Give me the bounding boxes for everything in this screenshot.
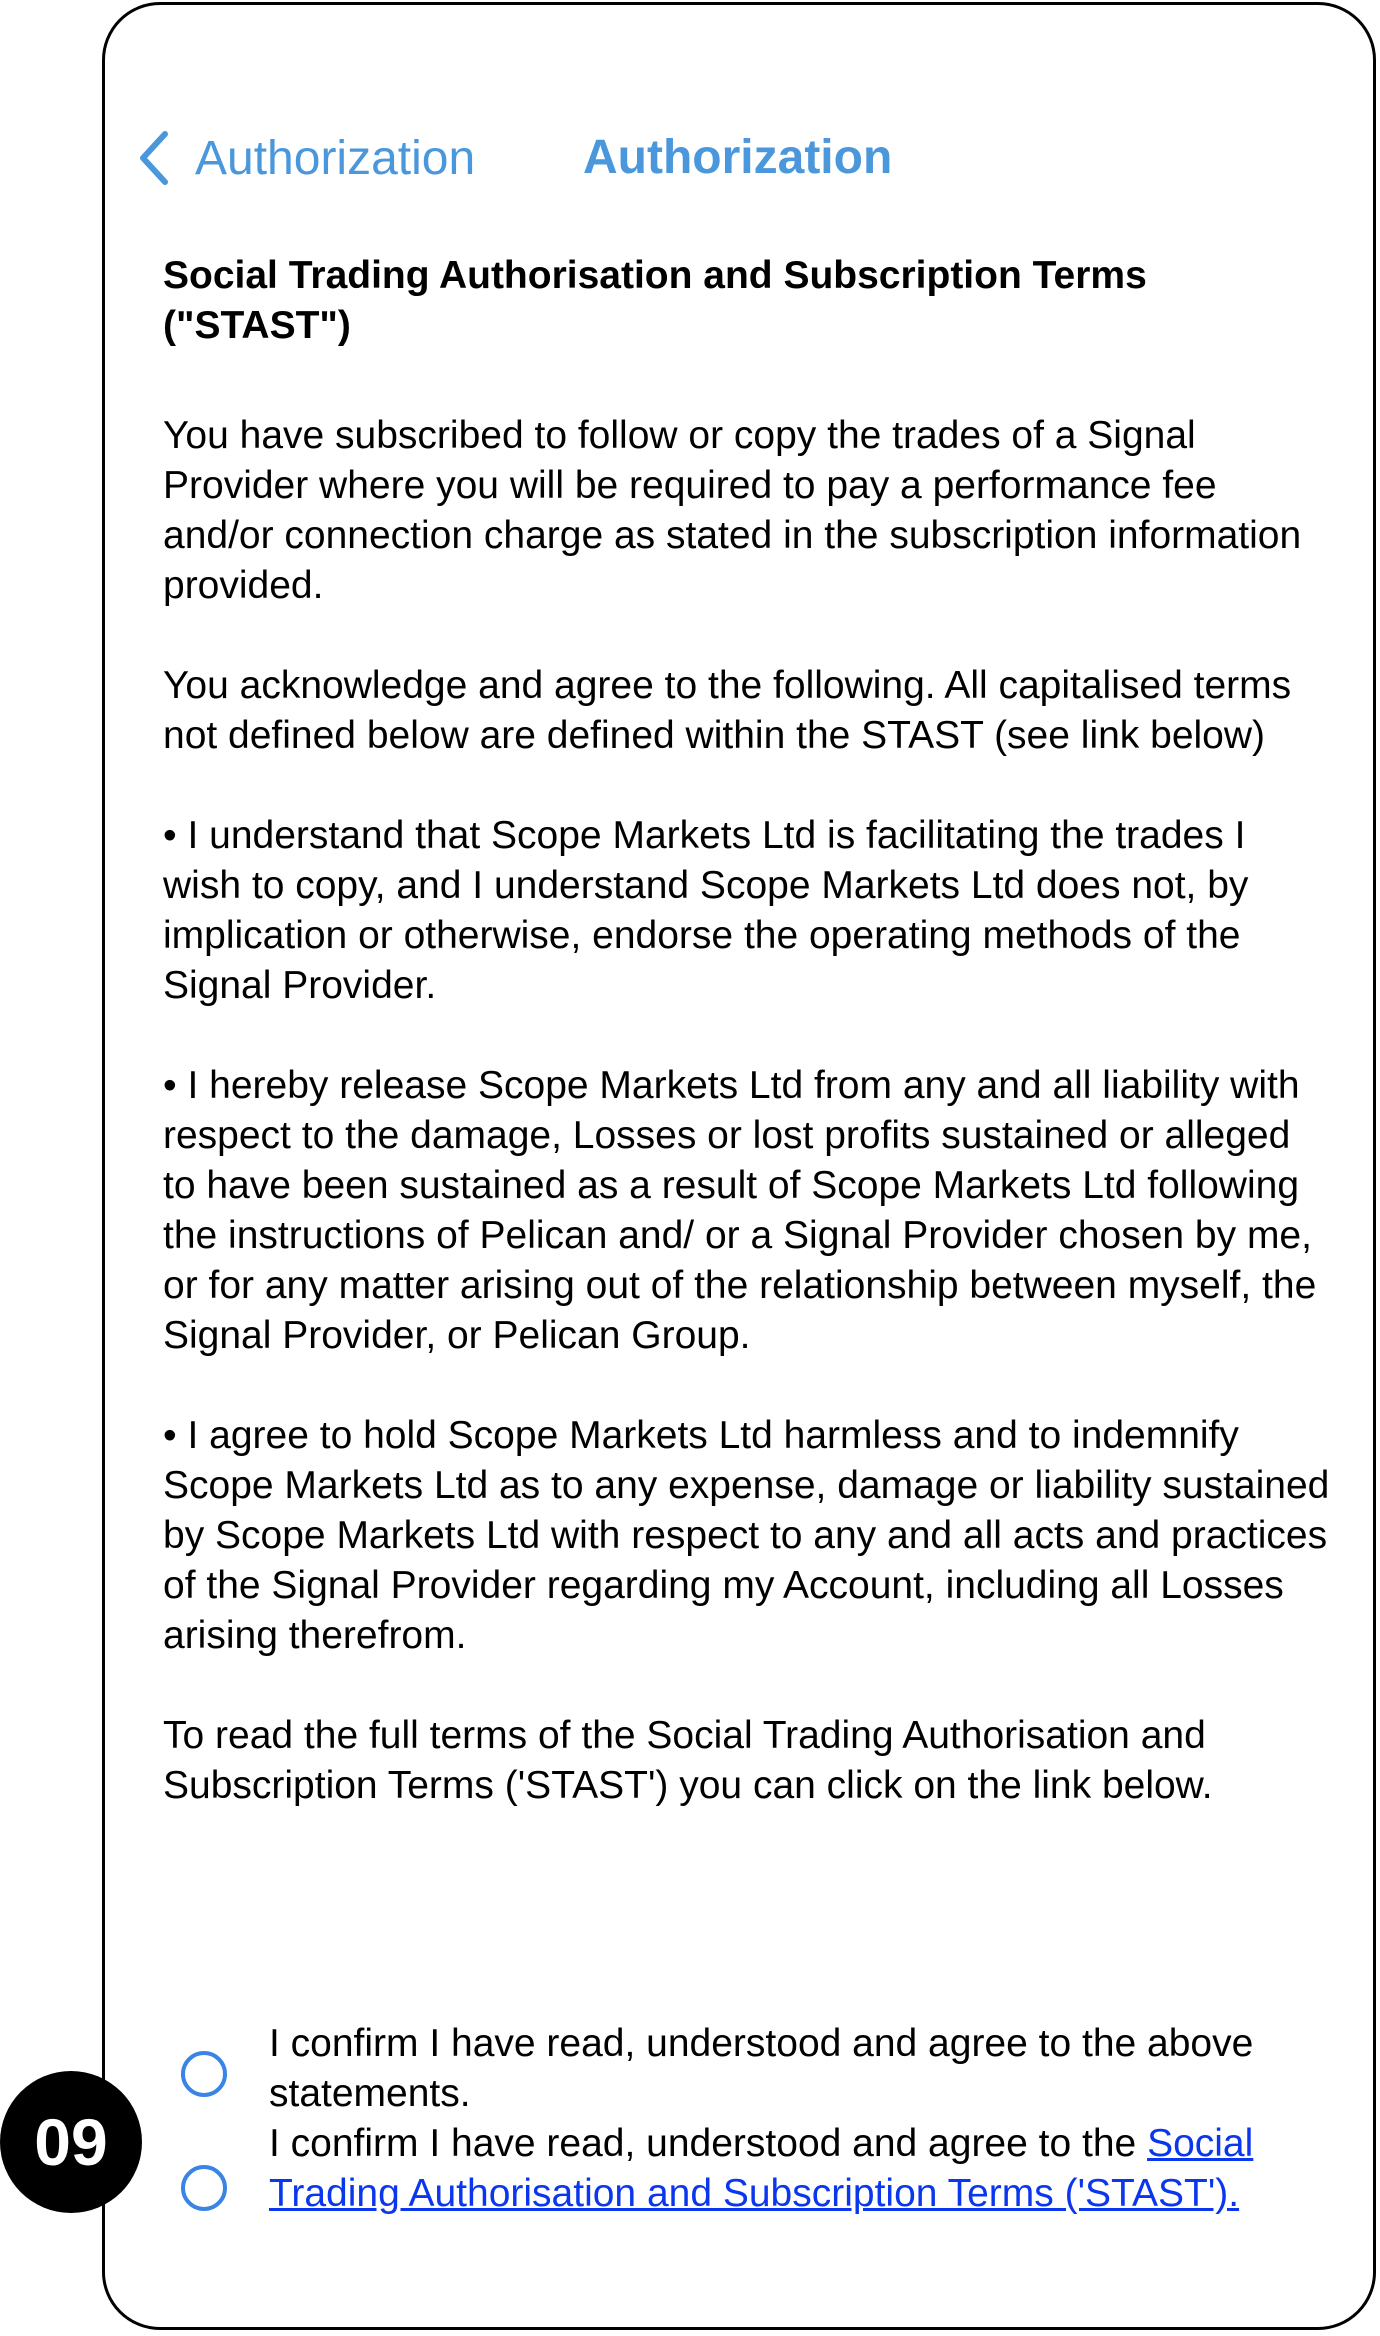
navigation-bar <box>105 123 1373 193</box>
confirmation-list <box>163 2019 1333 2219</box>
confirm-stast-radio[interactable] <box>181 2165 227 2211</box>
paragraph-subscription: You have subscribed to follow or copy the trades of a Signal Provider where you will be required to pay a performance fee and/or connection charge as stated in the subscription information provided. <box>163 414 1302 607</box>
step-number-badge: 09 <box>0 2071 142 2213</box>
back-button[interactable] <box>135 123 475 193</box>
confirm-stast-label: I confirm I have read, understood and agree to the <box>269 2122 1137 2165</box>
page-title: Authorization <box>583 131 893 184</box>
stast-terms-link[interactable]: Social Trading Authorisation and Subscription Terms ('STAST'). <box>269 2122 1254 2215</box>
bullet-facilitating: • I understand that Scope Markets Ltd is facilitating the trades I wish to copy, and I understand Scope Markets Ltd does not, by implication or otherwise, endorse the operating methods of the Signal Provider. <box>163 814 1249 1007</box>
chevron-left-icon <box>135 128 173 188</box>
phone-frame <box>102 2 1376 2330</box>
paragraph-acknowledge: You acknowledge and agree to the following. All capitalised terms not defined below are defined within the STAST (see link below) <box>163 664 1292 757</box>
terms-content <box>163 251 1333 1861</box>
paragraph-read-full-terms: To read the full terms of the Social Trading Authorisation and Subscription Terms ('STAST') you can click on the link below. <box>163 1714 1213 1807</box>
confirm-statements-label: I confirm I have read, understood and agree to the above statements. <box>269 2022 1254 2115</box>
document-title: Social Trading Authorisation and Subscription Terms ("STAST") <box>163 254 1147 347</box>
confirm-statements-radio[interactable] <box>181 2051 227 2097</box>
back-button-label: Authorization <box>195 131 476 185</box>
confirm-stast-row[interactable] <box>163 2119 1333 2219</box>
confirm-statements-row[interactable] <box>163 2019 1333 2119</box>
bullet-release-liability: • I hereby release Scope Markets Ltd from any and all liability with respect to the damage, Losses or lost profits sustained or alleged to have been sustained as a result of Scope Markets Ltd following the instructions of Pelican and/ or a Signal Provider chosen by me, or for any matter arising out of the relationship between myself, the Signal Provider, or Pelican Group. <box>163 1064 1317 1357</box>
bullet-indemnify: • I agree to hold Scope Markets Ltd harmless and to indemnify Scope Markets Ltd as to any expense, damage or liability sustained by Scope Markets Ltd with respect to any and all acts and practices of the Signal Provider regarding my Account, including all Losses arising therefrom. <box>163 1414 1330 1657</box>
